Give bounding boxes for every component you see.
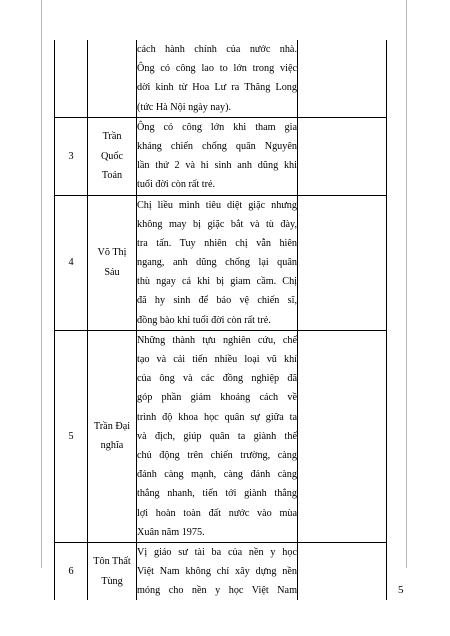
description-line: tuổi đời còn rất trẻ. <box>137 179 216 191</box>
heroes-table-body <box>55 40 387 600</box>
table-row <box>55 40 387 117</box>
description-line: kháng chiến chống quân Nguyên <box>137 140 297 152</box>
empty-cell <box>298 542 387 600</box>
description-line: Ông có công lao to lớn trong việc <box>137 63 297 75</box>
hero-name-line: Tôn Thất <box>93 556 131 568</box>
description-line: không may bị giặc bắt và tù đày, <box>137 218 297 230</box>
description-line: dời kinh từ Hoa Lư ra Thăng Long <box>137 82 297 94</box>
description-line: góp phần giảm khoảng cách về <box>137 392 297 404</box>
description-line: của ông và các đồng nghiệp đã <box>137 373 297 385</box>
description-line: trình độ khoa học quân sự giữa ta <box>137 411 297 423</box>
description-line: tra tấn. Tuy nhiên chị vẫn hiên <box>137 237 297 249</box>
description-line: và địch, giúp quân ta giành thế <box>137 430 297 442</box>
hero-name-line: Toản <box>101 169 123 181</box>
row-number-cell: 6 <box>55 542 88 600</box>
empty-cell <box>298 117 387 195</box>
description-line: Chị liều mình tiêu diệt giặc nhưng <box>137 199 297 211</box>
hero-name-line: Sáu <box>104 266 120 278</box>
description-line: tạo và cải tiến nhiều loại vũ khí <box>137 354 297 365</box>
hero-description-cell <box>137 117 298 195</box>
description-line: Vị giáo sư tài ba của nền y học <box>137 546 297 558</box>
row-number-cell: 3 <box>55 117 88 195</box>
description-line: cách hành chính của nước nhà. <box>137 44 297 55</box>
description-line: đánh càng mạnh, càng đánh càng <box>137 469 297 481</box>
hero-name-line: Võ Thị <box>97 247 127 259</box>
row-number-cell <box>55 40 88 117</box>
description-line: Việt Nam không chỉ xây dựng nền <box>137 566 297 578</box>
hero-description-cell <box>137 330 298 542</box>
description-line: đồng bào khi tuổi đời còn rất trẻ. <box>137 314 271 326</box>
hero-name-cell <box>88 117 137 195</box>
table-row <box>55 195 387 330</box>
description-line: móng cho nền y học Việt Nam <box>137 585 297 597</box>
heroes-table <box>54 40 387 600</box>
description-line: thắng nhanh, tiến tới giành thắng <box>137 488 297 500</box>
hero-name-cell <box>88 40 137 117</box>
hero-name-cell <box>88 330 137 542</box>
description-line: Ông có công lớn khi tham gia <box>137 121 297 133</box>
hero-description-cell <box>137 542 298 600</box>
hero-description-cell <box>137 40 298 117</box>
page-frame-left <box>41 0 42 568</box>
hero-name-line: Trần Đại <box>93 421 131 433</box>
description-line: Những thành tựu nghiên cứu, chế <box>137 334 297 346</box>
description-line: (tức Hà Nội ngày nay). <box>137 101 232 113</box>
row-number-cell: 4 <box>55 195 88 330</box>
hero-name-cell <box>88 542 137 600</box>
description-line: đã hy sinh để bảo vệ chiến sĩ, <box>137 295 297 307</box>
page-frame-right <box>406 0 407 568</box>
hero-name-line: Trần <box>102 131 122 143</box>
empty-cell <box>298 195 387 330</box>
row-number-cell: 5 <box>55 330 88 542</box>
description-line: Xuân năm 1975. <box>137 526 205 538</box>
empty-cell <box>298 330 387 542</box>
description-line: thù ngay cả khi bị giam cầm. Chị <box>137 276 297 288</box>
empty-cell <box>298 40 387 117</box>
table-row <box>55 330 387 542</box>
hero-name-line: Quốc <box>100 150 124 162</box>
page-number: 5 <box>398 584 404 596</box>
table-row <box>55 542 387 600</box>
description-line: lần thứ 2 và hi sinh anh dũng khi <box>137 160 297 172</box>
description-line: lợi hoàn toàn đất nước vào mùa <box>137 507 297 519</box>
hero-name-line: Tùng <box>101 575 123 587</box>
hero-name-cell <box>88 195 137 330</box>
table-row <box>55 117 387 195</box>
description-line: chủ động trên chiến trường, càng <box>137 449 297 461</box>
hero-name-line: nghĩa <box>100 440 124 452</box>
description-line: ngang, anh dũng chống lại quân <box>137 257 297 269</box>
hero-description-cell <box>137 195 298 330</box>
